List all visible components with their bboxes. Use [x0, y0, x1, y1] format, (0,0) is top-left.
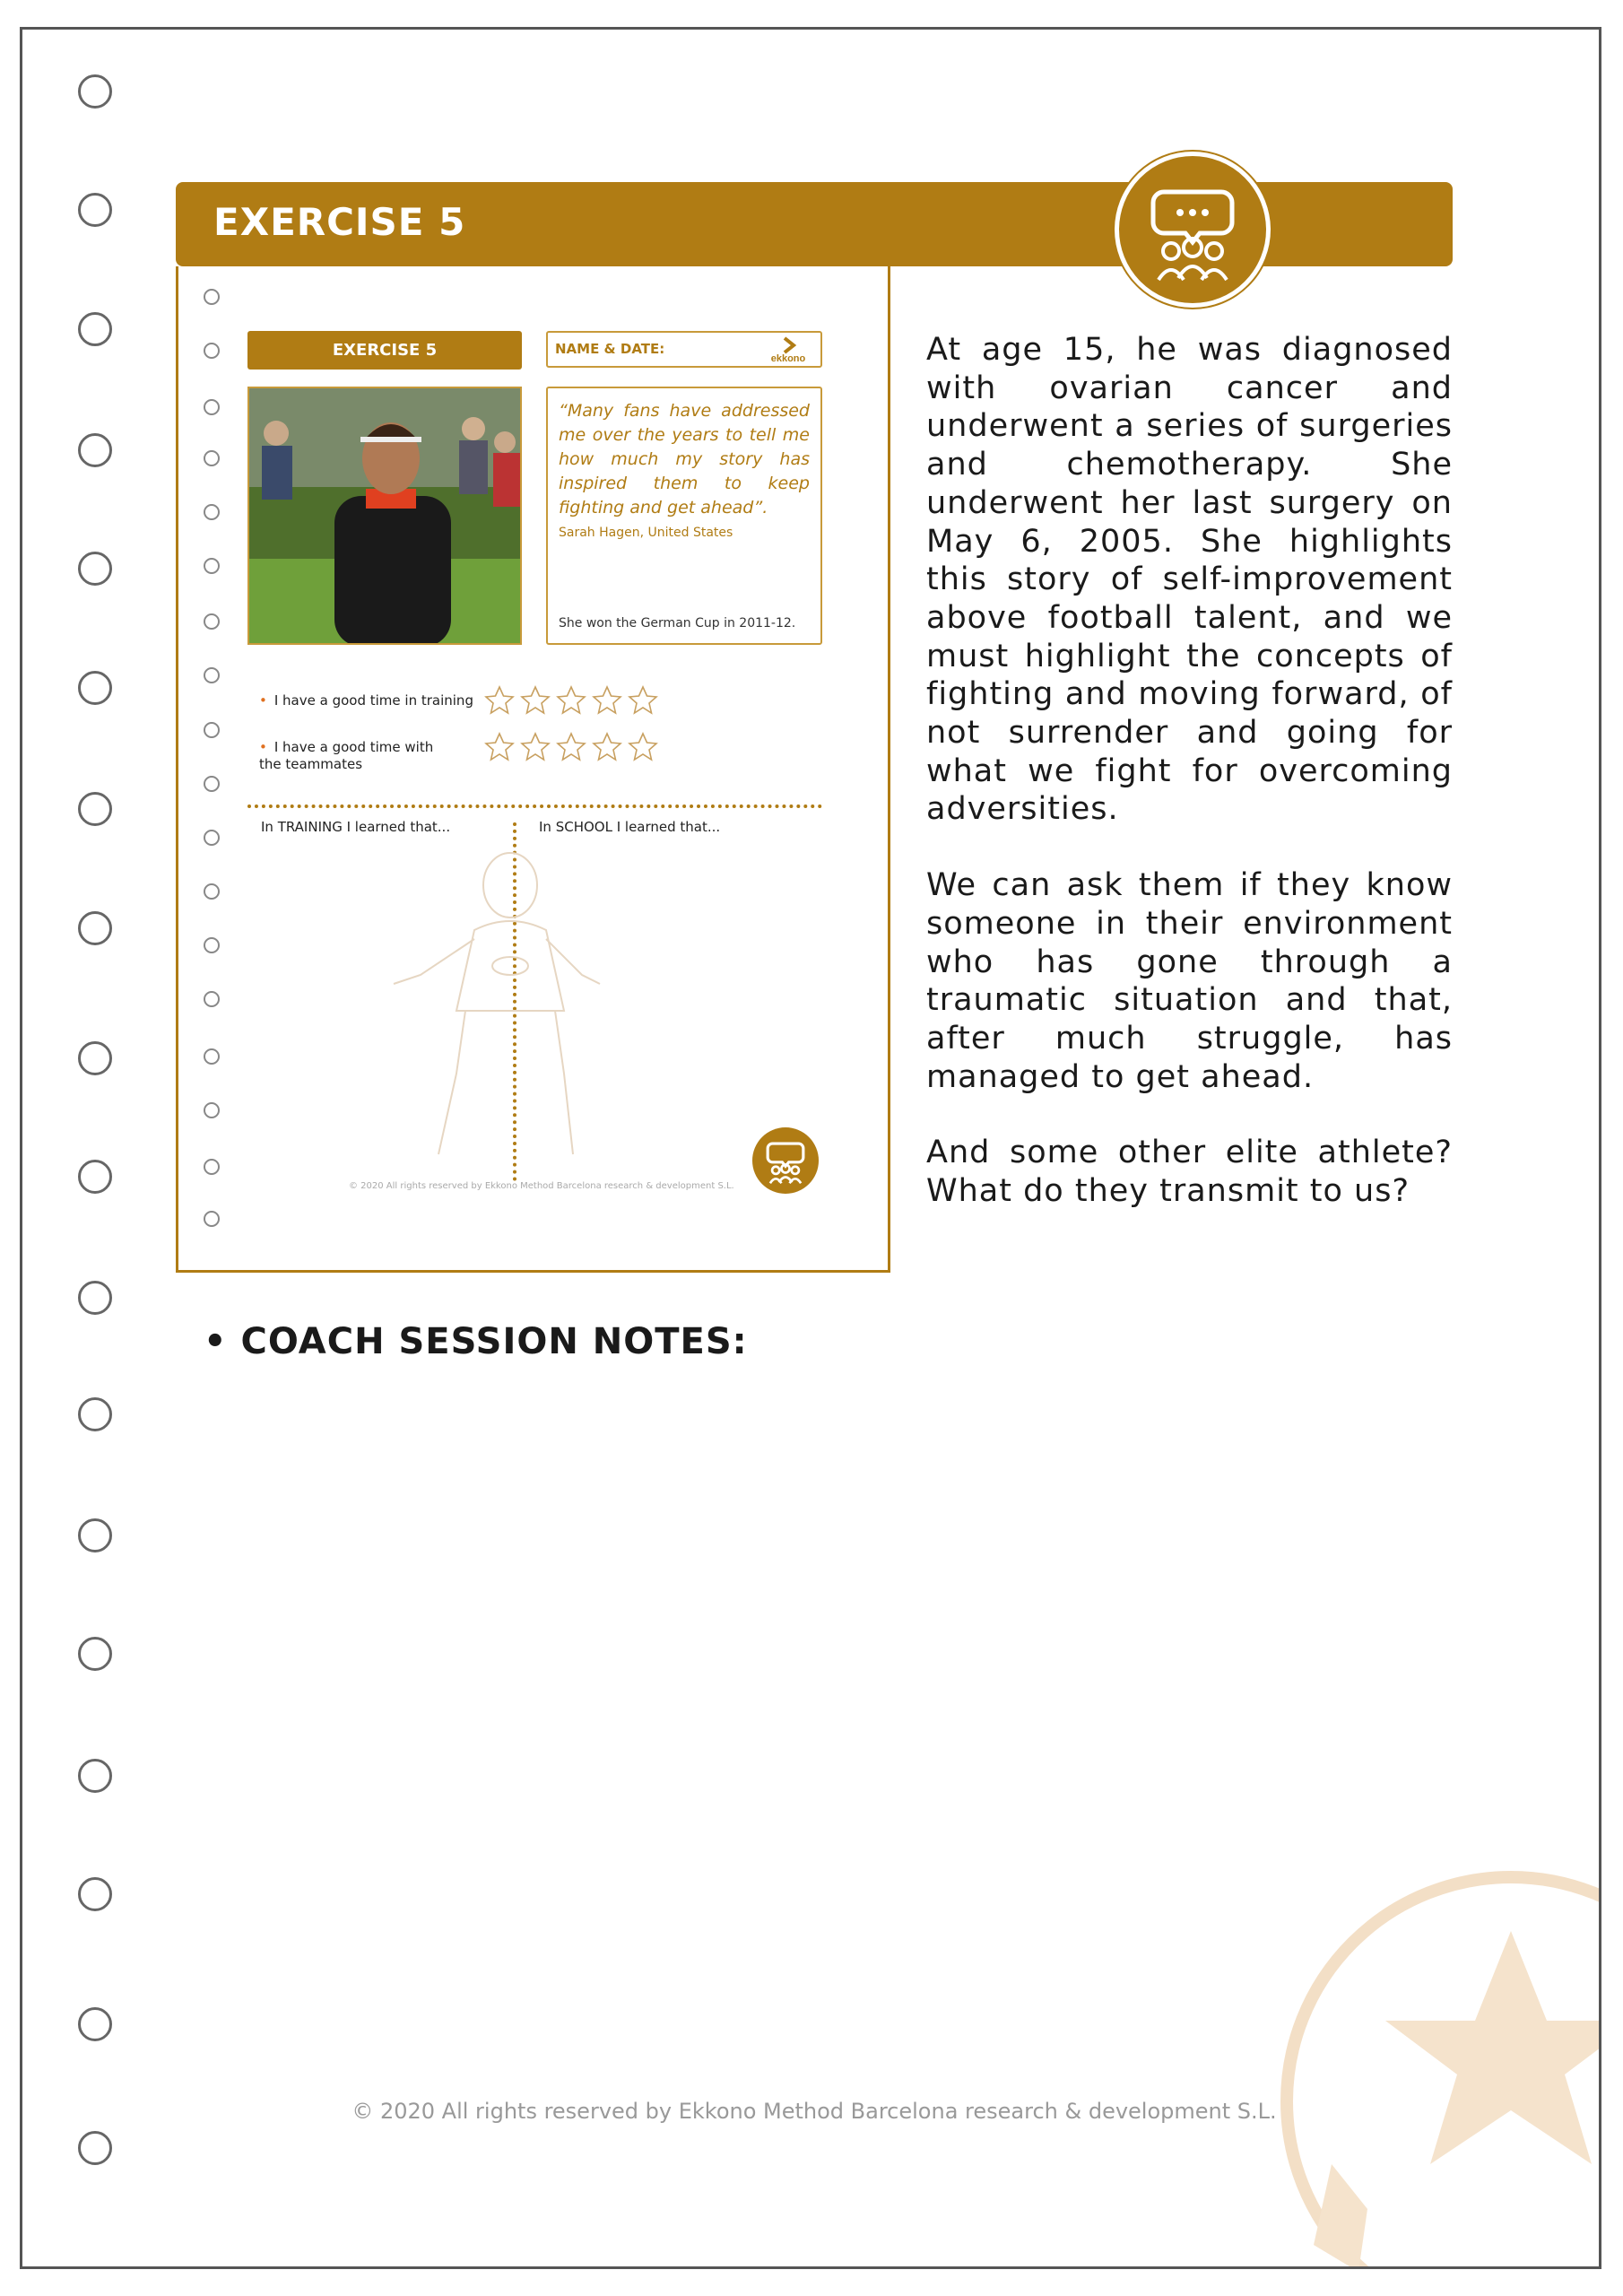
- ekkono-logo: [761, 335, 815, 365]
- binder-ring: [78, 552, 112, 586]
- worksheet-hole: [204, 613, 220, 630]
- binder-ring: [78, 74, 112, 109]
- worksheet-hole: [204, 883, 220, 900]
- page-copyright: © 2020 All rights reserved by Ekkono Method Barcelona research & development S.L.: [352, 2099, 1277, 2124]
- binder-ring: [78, 2007, 112, 2041]
- star-icon[interactable]: [591, 731, 623, 767]
- learned-school-label: In SCHOOL I learned that...: [539, 819, 721, 835]
- rating-row: • I have a good time in training: [259, 692, 473, 709]
- worksheet-hole: [204, 343, 220, 359]
- worksheet-copyright: © 2020 All rights reserved by Ekkono Method Barcelona research & development S.L.: [349, 1181, 734, 1191]
- binder-ring: [78, 671, 112, 705]
- worksheet-hole: [204, 991, 220, 1007]
- chat-group-icon: [1115, 152, 1271, 308]
- star-rating: [483, 731, 659, 767]
- binder-ring: [78, 1877, 112, 1911]
- worksheet-hole: [204, 722, 220, 738]
- worksheet-hole: [204, 1159, 220, 1175]
- binder-ring: [78, 433, 112, 467]
- binder-ring: [78, 1160, 112, 1194]
- learned-training-label: In TRAINING I learned that...: [261, 819, 451, 835]
- worksheet-hole: [204, 1102, 220, 1118]
- star-icon[interactable]: [627, 731, 659, 767]
- name-date-label: NAME & DATE:: [555, 341, 665, 357]
- worksheet-hole: [204, 504, 220, 520]
- star-icon[interactable]: [519, 684, 551, 720]
- worksheet-exercise-label: EXERCISE 5: [247, 331, 522, 370]
- football-icon: [1278, 1868, 1601, 2269]
- star-icon[interactable]: [483, 684, 516, 720]
- worksheet-hole: [204, 289, 220, 305]
- quote-box: [546, 387, 822, 645]
- star-rating: [483, 684, 659, 720]
- worksheet-hole: [204, 830, 220, 846]
- worksheet-hole: [204, 1048, 220, 1065]
- divider: [247, 804, 822, 808]
- binder-ring: [78, 193, 112, 227]
- rating-label: I have a good time in training: [273, 692, 473, 709]
- binder-ring: [78, 792, 112, 826]
- coach-notes-heading: • COACH SESSION NOTES:: [204, 1321, 748, 1362]
- player-photo: [247, 387, 522, 645]
- rating-row: • I have a good time with the teammates: [259, 739, 434, 772]
- star-icon[interactable]: [591, 684, 623, 720]
- player-sketch: [376, 849, 645, 1190]
- star-icon[interactable]: [483, 731, 516, 767]
- binder-ring: [78, 1759, 112, 1793]
- quote-fact: She won the German Cup in 2011-12.: [559, 616, 796, 631]
- star-icon[interactable]: [555, 731, 587, 767]
- exercise-description: [926, 331, 1453, 1248]
- chat-group-icon: [752, 1127, 819, 1194]
- quote-author: Sarah Hagen, United States: [559, 526, 733, 540]
- worksheet-hole: [204, 1211, 220, 1227]
- worksheet-hole: [204, 667, 220, 683]
- star-icon[interactable]: [519, 731, 551, 767]
- worksheet-preview: [176, 266, 890, 1273]
- svg-text:ekkono: ekkono: [770, 353, 806, 364]
- binder-ring: [78, 1637, 112, 1671]
- paragraph: At age 15, he was diagnosed with ovarian cancer and underwent a series of surgeries and chemotherapy. She underwent her last surgery on May 6, 2005. She highlights this story of self-improvement above football talent, and we must highlight the concepts of fighting and moving forward, of not surrender and going for what we fight for overcoming adversities.: [926, 332, 1453, 828]
- binder-ring: [78, 1397, 112, 1431]
- worksheet-hole: [204, 776, 220, 792]
- paragraph: We can ask them if they know someone in their environment who has gone through a traumatic situation and that, after much struggle, has managed to get ahead.: [926, 867, 1453, 1095]
- worksheet-hole: [204, 937, 220, 953]
- worksheet-hole: [204, 450, 220, 466]
- binder-ring: [78, 312, 112, 346]
- worksheet-hole: [204, 399, 220, 415]
- star-icon[interactable]: [555, 684, 587, 720]
- binder-ring: [78, 1518, 112, 1552]
- banner-title: EXERCISE 5: [213, 200, 466, 244]
- rating-label: I have a good time with the teammates: [259, 739, 434, 772]
- binder-ring: [78, 2131, 112, 2165]
- binder-ring: [78, 911, 112, 945]
- star-icon[interactable]: [627, 684, 659, 720]
- binder-ring: [78, 1041, 112, 1075]
- page-frame: [20, 27, 1601, 2269]
- worksheet-hole: [204, 558, 220, 574]
- quote-text: “Many fans have addressed me over the years to tell me how much my story has inspired them to keep fighting and get ahead”.: [559, 401, 810, 517]
- paragraph: And some other elite athlete? What do they transmit to us?: [926, 1135, 1453, 1210]
- name-date-field: [546, 331, 822, 368]
- binder-ring: [78, 1281, 112, 1315]
